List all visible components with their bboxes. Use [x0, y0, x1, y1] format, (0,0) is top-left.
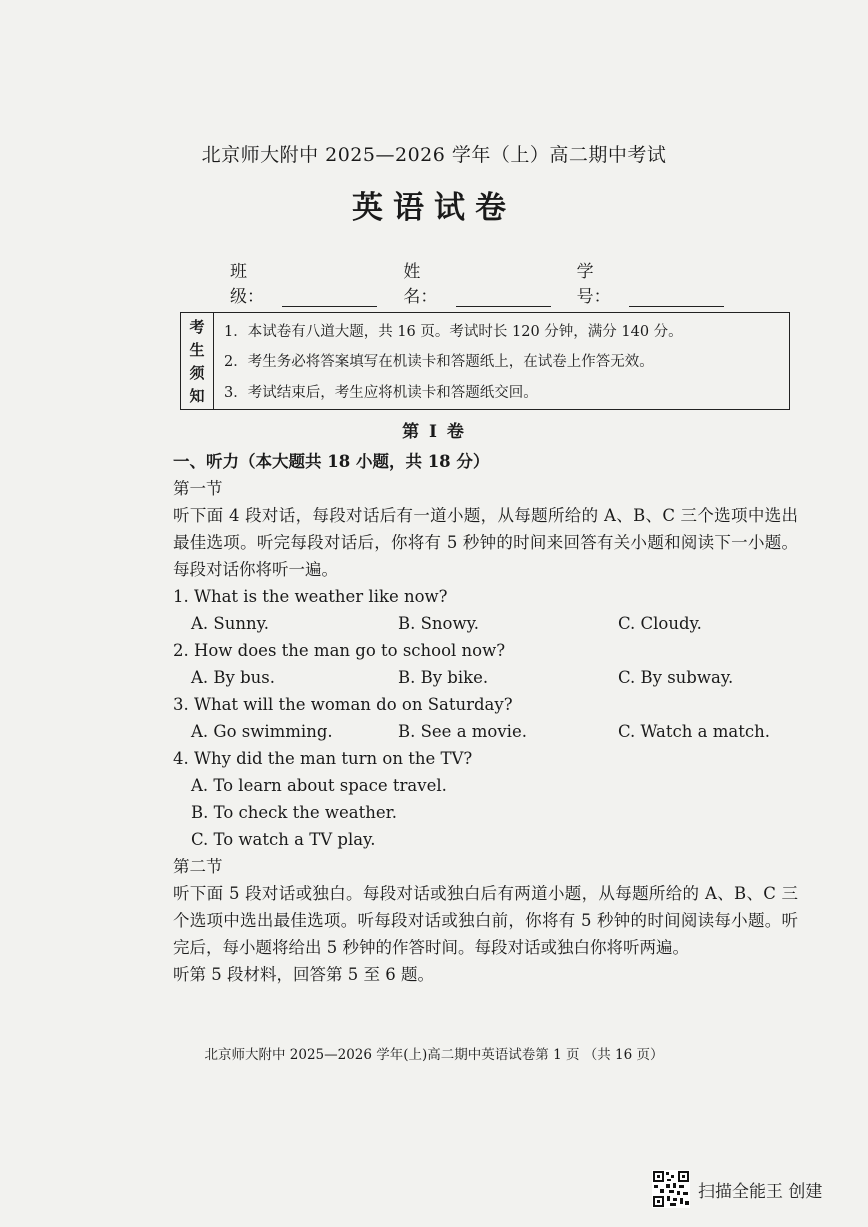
student-id-field [577, 257, 724, 307]
notice-char: 须 [189, 364, 205, 382]
question [173, 691, 798, 745]
question [173, 745, 798, 853]
question [173, 583, 798, 637]
notice-item: 2．考生务必将答案填写在机读卡和答题纸上，在试卷上作答无效。 [224, 354, 654, 371]
section-heading: 一、听力（本大题共 18 小题，共 18 分） [173, 452, 490, 471]
part1-title: 第一节 [173, 479, 223, 498]
option-a: A. By bus. [191, 668, 275, 687]
question-text: 2. How does the man go to school now? [173, 641, 506, 660]
question [173, 637, 798, 691]
name-field [403, 257, 550, 307]
class-label: 班级： [230, 262, 264, 307]
exam-notice-box [180, 312, 790, 410]
option-a: A. To learn about space travel. [191, 776, 447, 795]
question-text: 4. Why did the man turn on the TV? [173, 749, 473, 768]
notice-char: 考 [189, 318, 205, 336]
page-footer: 北京师大附中 2025—2026 学年(上)高二期中英语试卷第 1 页 （共 16 页） [204, 1047, 664, 1063]
qr-code-icon [652, 1170, 690, 1208]
option-c: C. By subway. [618, 668, 734, 687]
option-c: C. Cloudy. [618, 614, 702, 633]
option-b: B. By bike. [398, 668, 489, 687]
question-options [173, 610, 798, 637]
material-line: 听第 5 段材料，回答第 5 至 6 题。 [173, 965, 434, 984]
student-id-blank [629, 288, 724, 307]
part1-instructions: 听下面 4 段对话，每段对话后有一道小题，从每题所给的 A、B、C 三个选项中选出最佳选项。听完每段对话后，你将有 5 秒钟的时间来回答有关小题和阅读下一小题。每段对话你将听一遍。 [173, 506, 798, 579]
question-text: 1. What is the weather like now? [173, 587, 448, 606]
student-id-label: 学号： [576, 262, 611, 307]
question-options [173, 664, 798, 691]
question-text: 3. What will the woman do on Saturday? [173, 695, 513, 714]
part2-instructions: 听下面 5 段对话或独白。每段对话或独白后有两道小题，从每题所给的 A、B、C 三个选项中选出最佳选项。听每段对话或独白前，你将有 5 秒钟的时间阅读每小题。听完后，每小题将给出 5 秒钟的作答时间。每段对话或独白你将听两遍。 [173, 884, 798, 957]
option-b: B. See a movie. [398, 722, 527, 741]
option-b: B. Snowy. [398, 614, 479, 633]
main-title: 英语试卷 [352, 190, 516, 226]
option-c: C. To watch a TV play. [191, 830, 376, 849]
part2-title: 第二节 [173, 857, 223, 876]
school-title: 北京师大附中 2025—2026 学年（上）高二期中考试 [201, 144, 667, 166]
option-a: A. Go swimming. [191, 722, 333, 741]
option-c: C. Watch a match. [618, 722, 770, 741]
class-blank [282, 288, 377, 307]
scanner-watermark [652, 1170, 822, 1208]
option-b: B. To check the weather. [191, 803, 397, 822]
student-info-row [230, 257, 750, 307]
notice-char: 知 [189, 387, 205, 405]
notice-item: 1．本试卷有八道大题，共 16 页。考试时长 120 分钟，满分 140 分。 [224, 323, 683, 340]
question-options [173, 718, 798, 745]
notice-item: 3．考试结束后，考生应将机读卡和答题纸交回。 [224, 385, 538, 402]
name-label: 姓名： [403, 262, 438, 307]
notice-char: 生 [189, 341, 205, 359]
question-options [173, 772, 798, 853]
notice-side-label [181, 313, 214, 409]
scanner-watermark-text: 扫描全能王 创建 [698, 1181, 823, 1202]
notice-items [214, 313, 789, 409]
section-listening [173, 448, 798, 988]
volume-title: 第 I 卷 [402, 422, 466, 442]
option-a: A. Sunny. [191, 614, 269, 633]
name-blank [456, 288, 551, 307]
class-field [230, 257, 377, 307]
